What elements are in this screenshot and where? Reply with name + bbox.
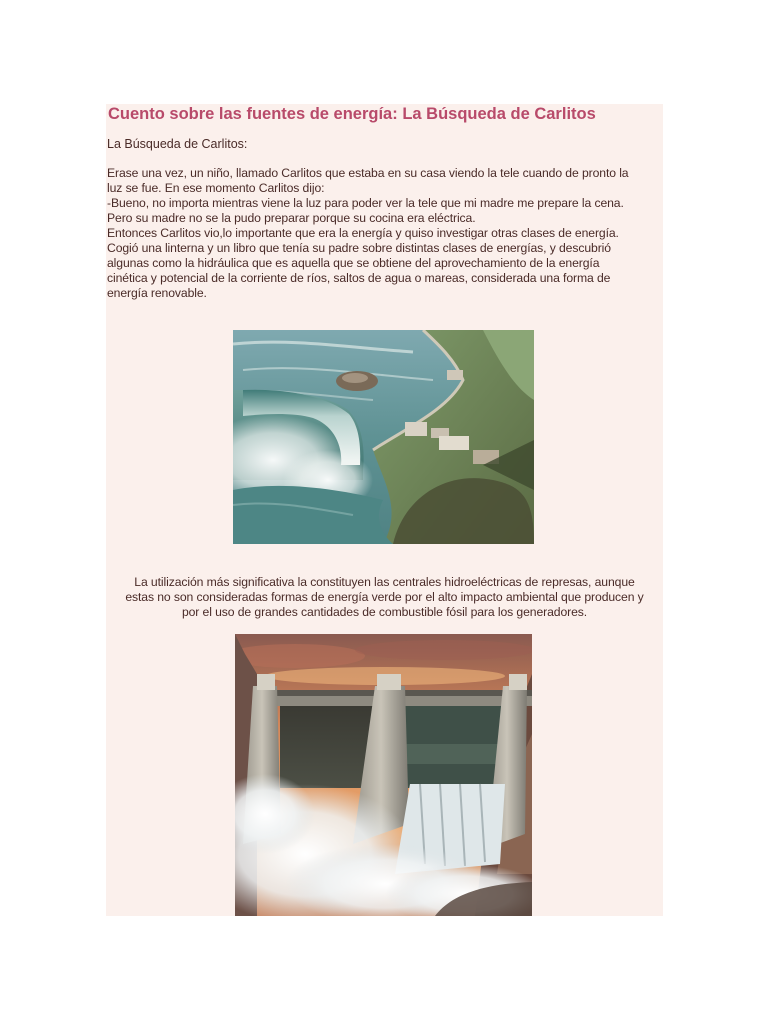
document-panel — [106, 104, 663, 916]
caption-line: La utilización más significativa la constituyen las centrales hidroeléctricas de represas, aunque — [134, 575, 635, 589]
caption-line: estas no son consideradas formas de energía verde por el alto impacto ambiental que producen y — [125, 590, 644, 604]
story-line: energía renovable. — [107, 286, 207, 300]
story-line: cinética y potencial de la corriente de ríos, saltos de agua o mareas, considerada una forma de — [107, 271, 611, 285]
hydroelectric-dam-photo — [235, 634, 532, 916]
story-line: algunas como la hidráulica que es aquella que se obtiene del aprovechamiento de la energía — [107, 256, 600, 270]
story-line: Pero su madre no se la pudo preparar porque su cocina era eléctrica. — [107, 211, 476, 225]
story-line: Entonces Carlitos vio,lo importante que era la energía y quiso investigar otras clases de energía. — [107, 226, 619, 240]
story-line: luz se fue. En ese momento Carlitos dijo: — [107, 181, 325, 195]
document-subtitle: La Búsqueda de Carlitos: — [107, 137, 248, 151]
document-title: Cuento sobre las fuentes de energía: La Búsqueda de Carlitos — [108, 105, 596, 123]
dam-caption — [106, 575, 663, 620]
story-line: Erase una vez, un niño, llamado Carlitos que estaba en su casa viendo la tele cuando de pronto la — [107, 166, 629, 180]
waterfall-photo — [233, 330, 534, 544]
story-paragraph — [107, 166, 663, 301]
caption-line: por el uso de grandes cantidades de combustible fósil para los generadores. — [181, 605, 588, 619]
story-line: -Bueno, no importa mientras viene la luz para poder ver la tele que mi madre me prepare la cena. — [107, 196, 624, 210]
story-line: Cogió una linterna y un libro que tenía su padre sobre distintas clases de energías, y descubrió — [107, 241, 611, 255]
